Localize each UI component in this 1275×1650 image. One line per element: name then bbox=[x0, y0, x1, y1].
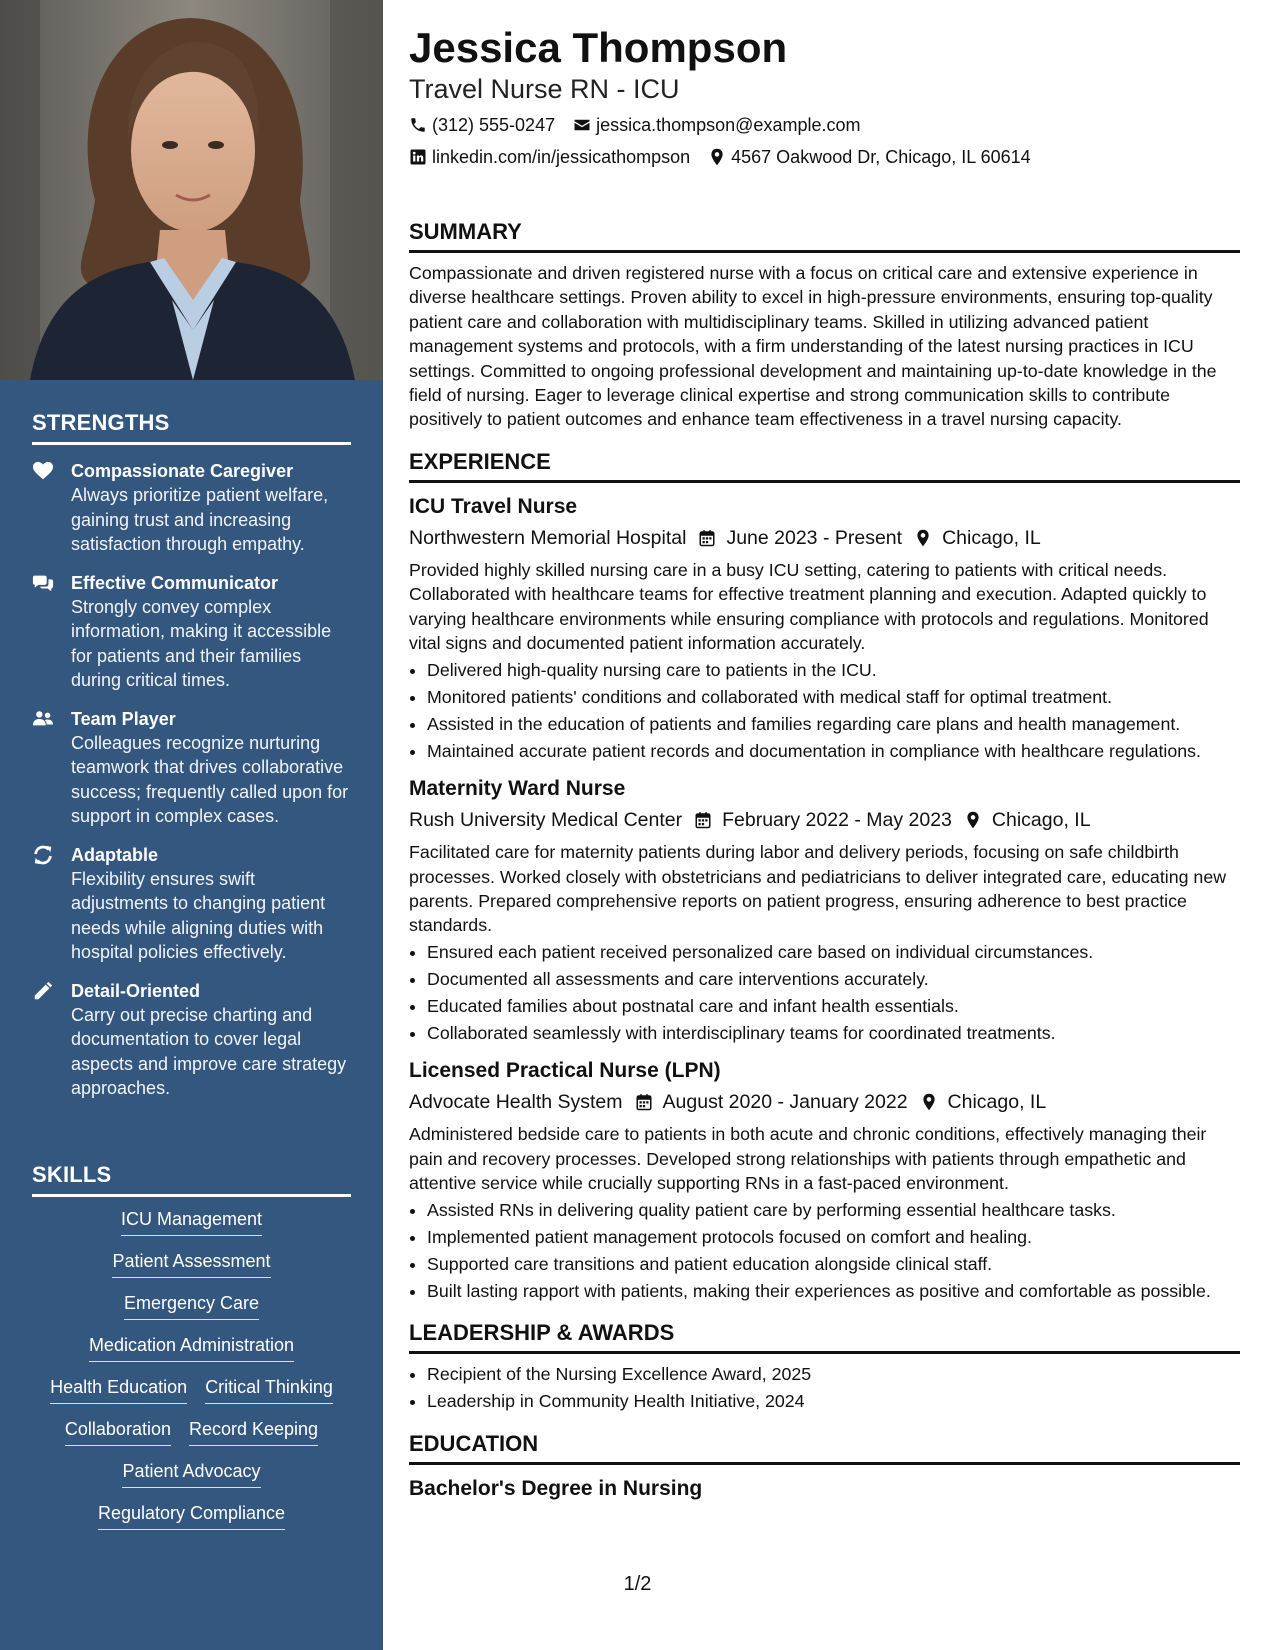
award-item: • Recipient of the Nursing Excellence Award, 2025 bbox=[427, 1362, 1240, 1386]
award-item: • Leadership in Community Health Initiative, 2024 bbox=[427, 1389, 1240, 1413]
job-description: Provided highly skilled nursing care in a busy ICU setting, catering to patients with critical needs. Collaborated with healthcare teams for effective treatment planning and execution. Adapted quickly to varying healthcare environments while ensuring compliance with protocols and regulations. Monitored vital signs and documented patient information accurately. bbox=[409, 559, 1209, 654]
job-location: Chicago, IL bbox=[947, 1091, 1047, 1114]
email-contact[interactable] bbox=[573, 112, 860, 138]
job-bullet: • Supported care transitions and patient education alongside clinical staff. bbox=[427, 1252, 1240, 1276]
job-dates: June 2023 - Present bbox=[726, 526, 903, 549]
skill-tag: Health Education bbox=[50, 1375, 187, 1404]
strengths-section bbox=[32, 410, 351, 1101]
job-location: Chicago, IL bbox=[991, 809, 1091, 832]
job-dates: August 2020 - January 2022 bbox=[662, 1091, 908, 1114]
strength-item bbox=[32, 459, 351, 557]
strengths-heading: STRENGTHS bbox=[32, 410, 351, 445]
job-location: Chicago, IL bbox=[942, 526, 1041, 549]
job-meta bbox=[409, 1088, 1240, 1116]
comments-icon bbox=[32, 572, 54, 594]
linkedin-icon bbox=[409, 148, 427, 166]
calendar-icon bbox=[698, 529, 716, 547]
job-bullet: • Ensured each patient received personalized care based on individual circumstances. bbox=[427, 940, 1240, 964]
profile-photo bbox=[0, 0, 383, 380]
phone-icon bbox=[409, 116, 427, 134]
skills-section bbox=[32, 1162, 351, 1530]
skill-tag: Emergency Care bbox=[124, 1291, 259, 1320]
strength-item bbox=[32, 843, 351, 965]
job-description: Facilitated care for maternity patients during labor and delivery periods, focusing on safe childbirth processes. Worked closely with obstetricians and pediatricians to deliver integrated care, educating new parents. Prepared comprehensive reports on patient progress, ensuring adherence to best practice standards. bbox=[409, 842, 1227, 936]
page-number: 1/2 bbox=[623, 1573, 652, 1595]
summary-text: Compassionate and driven registered nurse with a focus on critical care and extensive experience in diverse healthcare settings. Proven ability to excel in high-pressure environments, ensuring top-quality patient care and collaboration with multidisciplinary teams. Skilled in utilizing advanced patient management systems and protocols, with a firm understanding of the latest nursing practices in ICU settings. Committed to ongoing professional development and maintaining up-to-date knowledge in the field of nursing. Eager to leverage clinical expertise and strong communication skills to contribute positively to patient outcomes and enhance team effectiveness in a travel nursing capacity. bbox=[409, 263, 1217, 430]
job-bullet: • Educated families about postnatal care and infant health essentials. bbox=[427, 994, 1240, 1018]
strength-description: Flexibility ensures swift adjustments to changing patient needs while aligning duties with hospital policies effectively. bbox=[71, 868, 326, 962]
sync-icon bbox=[32, 844, 54, 866]
strength-description: Strongly convey complex information, making it accessible for patients and their families during critical times. bbox=[71, 596, 332, 690]
experience-heading: EXPERIENCE bbox=[409, 448, 1240, 483]
map-marker-icon bbox=[964, 811, 982, 829]
awards-heading: LEADERSHIP & AWARDS bbox=[409, 1319, 1240, 1354]
job-employer: Rush University Medical Center bbox=[409, 809, 683, 832]
awards-list bbox=[409, 1362, 1240, 1413]
job-dates: February 2022 - May 2023 bbox=[722, 809, 952, 832]
calendar-icon bbox=[694, 811, 712, 829]
calendar-icon bbox=[635, 1093, 653, 1111]
job-meta bbox=[409, 806, 1240, 834]
main-content bbox=[409, 22, 1240, 1503]
job-bullet: • Implemented patient management protocols focused on comfort and healing. bbox=[427, 1225, 1240, 1249]
job-meta bbox=[409, 524, 1240, 552]
job-employer: Advocate Health System bbox=[409, 1091, 623, 1114]
education-section bbox=[409, 1430, 1240, 1503]
job-bullet: • Assisted in the education of patients and families regarding care plans and health management. bbox=[427, 712, 1240, 736]
skill-tag: Patient Assessment bbox=[112, 1249, 270, 1278]
email-text: jessica.thompson@example.com bbox=[596, 115, 861, 135]
strength-item bbox=[32, 571, 351, 693]
strength-title: Effective Communicator bbox=[71, 572, 279, 593]
strength-title: Team Player bbox=[71, 708, 176, 729]
address-text: 4567 Oakwood Dr, Chicago, IL 60614 bbox=[731, 147, 1031, 167]
map-marker-icon bbox=[920, 1093, 938, 1111]
strength-item bbox=[32, 707, 351, 829]
skill-tag: Regulatory Compliance bbox=[98, 1501, 285, 1530]
education-heading: EDUCATION bbox=[409, 1430, 1240, 1465]
job-bullet: • Delivered high-quality nursing care to patients in the ICU. bbox=[427, 658, 1240, 682]
education-degree: Bachelor's Degree in Nursing bbox=[409, 1476, 703, 1500]
job-entry bbox=[409, 1057, 1240, 1303]
users-icon bbox=[32, 708, 54, 730]
linkedin-contact[interactable] bbox=[409, 144, 690, 170]
job-bullet: • Monitored patients' conditions and collaborated with medical staff for optimal treatment. bbox=[427, 685, 1240, 709]
strength-title: Compassionate Caregiver bbox=[71, 461, 294, 481]
address-contact bbox=[708, 144, 1031, 170]
strength-description: Carry out precise charting and documentation to cover legal aspects and improve care strategy approaches. bbox=[71, 1004, 347, 1098]
skill-tag: ICU Management bbox=[121, 1207, 262, 1236]
job-bullet: • Assisted RNs in delivering quality patient care by performing essential healthcare tasks. bbox=[427, 1198, 1240, 1222]
job-title: Maternity Ward Nurse bbox=[409, 777, 626, 801]
contact-row bbox=[409, 112, 1240, 138]
job-entry bbox=[409, 775, 1240, 1045]
summary-section bbox=[409, 218, 1240, 432]
job-bullets bbox=[409, 940, 1240, 1045]
linkedin-text: linkedin.com/in/jessicathompson bbox=[432, 147, 691, 167]
skill-tag: Patient Advocacy bbox=[122, 1459, 260, 1488]
job-title: Licensed Practical Nurse (LPN) bbox=[409, 1059, 721, 1083]
person-name: Jessica Thompson bbox=[409, 24, 788, 71]
skill-tag: Collaboration bbox=[65, 1417, 171, 1446]
skills-heading: SKILLS bbox=[32, 1162, 351, 1197]
phone-contact[interactable] bbox=[409, 112, 555, 138]
job-description: Administered bedside care to patients in both acute and chronic conditions, effectively managing their pain and recovery processes. Developed strong relationships with patients through empathetic and attentive service while crucially supporting RNs in a fast-paced environment. bbox=[409, 1124, 1207, 1194]
skills-list bbox=[32, 1207, 351, 1530]
job-title: ICU Travel Nurse bbox=[409, 494, 578, 518]
summary-heading: SUMMARY bbox=[409, 218, 1240, 253]
person-title: Travel Nurse RN - ICU bbox=[409, 74, 680, 104]
envelope-icon bbox=[573, 116, 591, 134]
pencil-icon bbox=[32, 980, 54, 1002]
strength-title: Detail-Oriented bbox=[71, 980, 201, 1001]
strength-description: Always prioritize patient welfare, gaining trust and increasing satisfaction through empathy. bbox=[71, 485, 329, 554]
strength-item bbox=[32, 979, 351, 1101]
job-bullet: • Collaborated seamlessly with interdisciplinary teams for coordinated treatments. bbox=[427, 1021, 1240, 1045]
phone-text: (312) 555-0247 bbox=[432, 115, 556, 135]
job-bullet: • Built lasting rapport with patients, making their experiences as positive and comfortable as possible. bbox=[427, 1279, 1240, 1303]
job-entry bbox=[409, 493, 1240, 763]
job-bullets bbox=[409, 1198, 1240, 1303]
skill-tag: Medication Administration bbox=[89, 1333, 294, 1362]
skill-tag: Critical Thinking bbox=[205, 1375, 333, 1404]
job-bullet: • Documented all assessments and care interventions accurately. bbox=[427, 967, 1240, 991]
job-employer: Northwestern Memorial Hospital bbox=[409, 526, 687, 549]
awards-section bbox=[409, 1319, 1240, 1413]
heart-icon bbox=[32, 460, 54, 482]
map-marker-icon bbox=[708, 148, 726, 166]
strength-description: Colleagues recognize nurturing teamwork that drives collaborative success; frequently called upon for support in complex cases. bbox=[71, 732, 349, 826]
contact-row bbox=[409, 144, 1240, 170]
experience-section bbox=[409, 448, 1240, 1303]
strength-title: Adaptable bbox=[71, 844, 159, 865]
sidebar bbox=[0, 0, 383, 1650]
map-marker-icon bbox=[914, 529, 932, 547]
job-bullet: • Maintained accurate patient records and documentation in compliance with healthcare regulations. bbox=[427, 739, 1240, 763]
skill-tag: Record Keeping bbox=[189, 1417, 318, 1446]
job-bullets bbox=[409, 658, 1240, 763]
